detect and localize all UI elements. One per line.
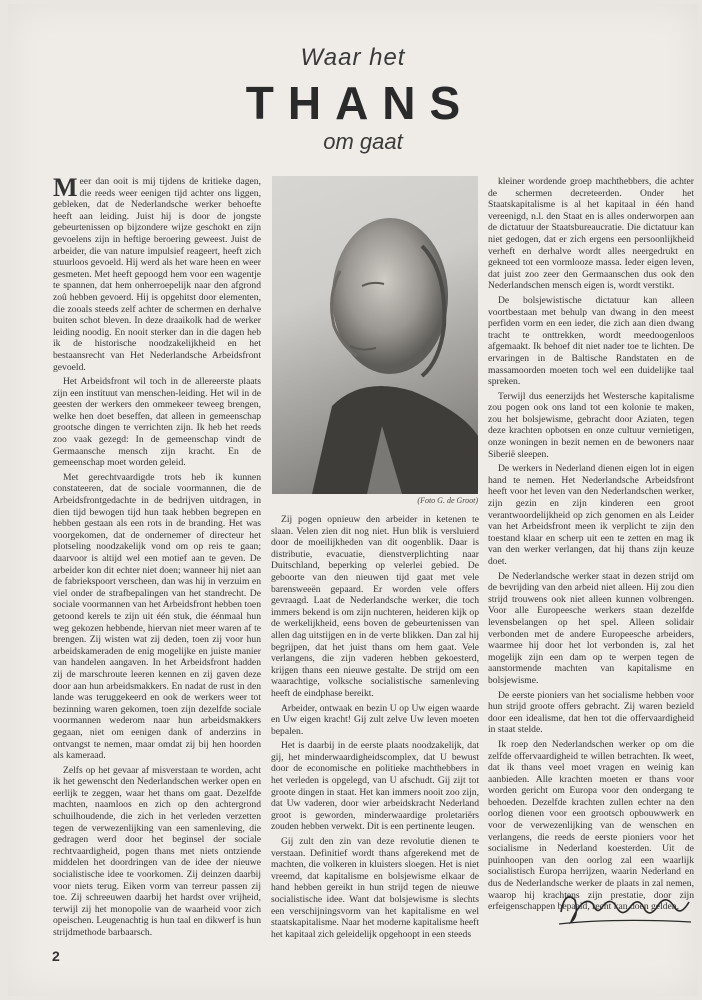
article-column-2	[271, 514, 479, 940]
column3-paragraph: Ik roep den Nederlandschen werker op om die zelfde offervaardigheid te willen betrachten. Ik weet, dat ik thans veel moet vragen en weinig kan aanbieden. Alle krachten moeten er thans voor worden gericht om Europa voor den ondergang te behoeden. Dezelfde krachten zullen echter na den oorlog dienen voor een grootsch opbouwwerk en voor de verwezenlijking van de wenschen en verlangens, die reeds de eerste pioniers voor het socialisme in Nederland koesterden. Uit de puinhoopen van den oorlog zal een waarlijk socialistisch Europa herrijzen, waarin Nederland en dus de Nederlandsche werker de plaats in zal nemen, waarop hij krachtens zijn prestatie, door zijn erfeigenschappen bepaald, recht kan doen gelden.	[488, 738, 694, 913]
portrait-photo	[272, 176, 478, 494]
newspaper-page	[8, 4, 698, 996]
article-column-1	[53, 173, 261, 938]
column1-paragraph: Het Arbeidsfront wil toch in de allereerste plaats zijn een instituut van menschen-leiding. Het wil in de geesten der werkers den ommekeer teweeg brengen, welke hen doet beseffen, dat alleen in gemeenschap grootsche dingen te verrichten zijn. Ik heb het reeds zoo vaak gezegd: In de gemeenschap vindt de Germaansche mensch zijn kracht. En de gemeenschap moet worden geleid.	[53, 376, 261, 469]
column3-paragraph: Terwijl dus eenerzijds het Westersche kapitalisme zou pogen ook ons land tot een kolonie te maken, zou het bolsjewisme, gebracht door Aziaten, tegen deze krachten opbotsen en onze cultuur vernietigen, onze woningen in bezit nemen en de bewoners naar Siberië sleepen.	[488, 390, 694, 460]
column2-paragraph: Arbeider, ontwaak en bezin U op Uw eigen waarde en Uw eigen kracht! Gij zult zelve Uw leven moeten bepalen.	[271, 702, 479, 737]
column1-paragraph: Met gerechtvaardigde trots heb ik kunnen constateeren, dat de sociale voormannen, die de Arbeidsfrontgedachte in de bedrijven uitdragen, in dien tijd bewogen tijd hun taak hebben begrepen en hebben gestaan als een rots in de branding. Het was voorgekomen, dat de ondernemer of directeur het plotseling noodzakelijk vond om op reis te gaan; daarvoor is altijd wel een motief aan te geven. De arbeider kon dit echter niet doen; wanneer hij niet aan de fabriekspoort verscheen, dan was hij in verzuim en viel onder de strafbepalingen van het standrecht. De sociale voormannen van het Arbeidsfront hebben toen getoond kerels te zijn uit één stuk, die éénmaal hun weg gekozen hebbende, hiervan niet meer waren af te brengen. Zij wisten wat zij deden, toen zij voor hun arbeidskameraden de enig mogelijke en juiste manier van handelen aangaven. In het Arbeidsfront hadden zij de marschroute leeren kennen en zij gaven deze door aan hun arbeidsmakkers. En nadat de rust in den lande was teruggekeerd en ook de werkers weer tot bezinning waren gekomen, toen zijn dezelfde sociale voormannen wederom naar hun arbeidsmakkers gegaan, niet om eenigen dank of anderzins in ontvangst te nemen, maar omdat zij bij hen hoorden als kameraad.	[53, 471, 261, 762]
headline-top: Waar het	[300, 44, 406, 71]
column2-paragraph: Het is daarbij in de eerste plaats noodzakelijk, dat gij, het minderwaardigheidscomplex, dat U bewust door de economische en politieke machthebbers in het verleden is opgelegd, van U afschudt. Gij zijt tot groote dingen in staat. Het kan immers nooit zoo zijn, dat Uw vaderen, door wier arbeidskracht Nederland groot is geworden, minderwaardige proletariërs zouden hebben verwekt. Dit is een pertinente leugen.	[271, 740, 479, 833]
headline-main: THANS	[245, 77, 475, 129]
page-number: 2	[52, 948, 60, 964]
article-column-3	[488, 176, 694, 913]
column3-paragraph: kleiner wordende groep machthebbers, die achter de schermen decreteerden. Onder het Staatskapitalisme is al het kapitaal in één hand vereenigd, n.l. den Staat en is alles onderworpen aan de dictatuur der Staatsbureaucratie. Die dictatuur kan niet gedogen, dat er zich ergens een persoonlijkheid verheft en derhalve wordt alles neergedrukt en gekneed tot een vormlooze massa. Ieder eigen leven, dat juist zoo zeer den Germaanschen dus ook den Nederlandschen mensch eigen is, wordt verstikt.	[488, 176, 694, 292]
signature	[553, 882, 693, 932]
column2-paragraph: Zij pogen opnieuw den arbeider in ketenen te slaan. Velen zien dit nog niet. Hun blik is versluierd door de moeilijkheden van dit oogenblik. Daar is distributie, evacuatie, dienstverplichting naar Duitschland, beperking op velerlei gebied. De geboorte van den nieuwen tijd gaat met vele barensweeën gepaard. Er worden vele offers gevraagd. Laat de Nederlandsche werker, die toch immers bekend is om zijn nuchteren, heideren kijk op de werkelijkheid, eens boven de gebeurtenissen van allen dag uitstijgen en in de verte blikken. Dan zal hij begrijpen, dat het juist thans om hem gaat. Vele verlangens, die zijn vaderen hebben gekoesterd, krijgen thans een nieuwe gestalte. De strijd om een waarachtige, volksche socialistische samenleving heeft de eindphase bereikt.	[271, 514, 479, 699]
photo-credit: (Foto G. de Groot)	[417, 496, 478, 505]
column2-paragraph: Gij zult den zin van deze revolutie dienen te verstaan. Definitief wordt thans afgerekend met de machten, die volkeren in kluisters sloegen. Het is niet vreemd, dat kapitalisme en bolsjewisme elkaar de hand hebben gereikt in hun strijd tegen de nieuwe socialistische idee. Want dat bolsjewisme is slechts een verschijningsvorm van het kapitalisme en wel staatskapitalisme. Naar het moderne kapitalisme heeft het kapitaal zich geleidelijk opgehoopt in een steeds	[271, 836, 479, 940]
column3-paragraph: De bolsjewistische dictatuur kan alleen voortbestaan met behulp van dwang in den meest perfiden vorm en een ieder, die zich aan dien dwang tracht te onttrekken, wordt meedoogenloos afgemaakt. Ik behoef dit niet nader toe te lichten. De ervaringen in de Baltische Randstaten en de massamoorden moeten toch wel een duidelijke taal spreken.	[488, 294, 694, 388]
portrait-image	[272, 176, 478, 494]
headline-bottom: om gaat	[323, 129, 403, 154]
column3-paragraph: De Nederlandsche werker staat in dezen strijd om de bevrijding van den arbeid niet alleen. Hij zou dien strijd trouwens ook niet alleen kunnen volbrengen. Voor alle Europeesche werkers staan dezelfde levensbelangen op het spel. Alleen solidair verbonden met de andere Europeesche arbeiders, waarmee hij door het lot verbonden is, zal het mogelijk zijn een dam op te werpen tegen de aanstormende machten van kapitalisme en bolsjewisme.	[488, 570, 694, 686]
column1-paragraph: Meer dan ooit is mij tijdens de kritieke dagen, die reeds weer eenigen tijd achter ons liggen, gebleken, dat de Nederlandsche werker behoefte heeft aan leiding. Juist hij is door de jongste gebeurtenissen op bijzondere wijze geschokt en zijn gevoelens zijn in heftige beroering geweest. Juist de arbeider, die van nature impulsief reageert, heeft zich stuurloos gevoeld. Hij werd als het ware heen en weer gesmeten. Met heeft gepoogd hem voor een wagentje te spannen, dat hem onherroepelijk naar den afgrond zoû hebben gevoerd. Hij is opgehitst door elementen, die zooals steeds zelf achter de schermen en derhalve buiten schot bleven. In deze draaikolk had de werker leiding noodig. En nooit sterker dan in die dagen heb ik de historische noodzakelijkheid en het bestaansrecht van Het Nederlandsche Arbeidsfront gevoeld.	[53, 173, 261, 373]
column1-paragraph: Zelfs op het gevaar af misverstaan te worden, acht ik het gewenscht den Nederlandschen werker open en eerlijk te zeggen, waar het thans om gaat. Dezelfde machten, naamloos en zich op den achtergrond schuilhoudende, die zich in het verleden verzetten tegen de verwezenlijking van een samenleving, die gedragen werd door het beginsel der sociale rechtvaardigheid, pogen thans met niets ontziende middelen het doordringen van de idee der nieuwe socialistische idee te voorkomen. Zij deinzen daarbij voor niets terug. Eiken vorm van terreur passen zij toe. Zij schreeuwen daarbij het hardst over vrijheid, terwijl zij het monopolie van de waarheid voor zich opeischen. Leugenachtig is hun taal en dikwerf is hun strijdmethode barbaarsch.	[53, 764, 261, 938]
column3-paragraph: De eerste pioniers van het socialisme hebben voor hun strijd groote offers gebracht. Zij waren bezield door een idealisme, dat hen tot die offervaardigheid in staat stelde.	[488, 689, 694, 736]
column3-paragraph: De werkers in Nederland dienen eigen lot in eigen hand te nemen. Het Nederlandsche Arbeidsfront heeft voor het leven van den Nederlandschen werker, zijn gezin en zijn kinderen een groot verantwoordelijkheid op zich genomen en als Leider van het Arbeidsfront meen ik verplicht te zijn den toestand klaar en scherp uit een te zetten en mag ik van den werker verlangen, dat hij thans zijn keuze doet.	[488, 463, 694, 567]
drop-cap: M	[53, 173, 78, 202]
